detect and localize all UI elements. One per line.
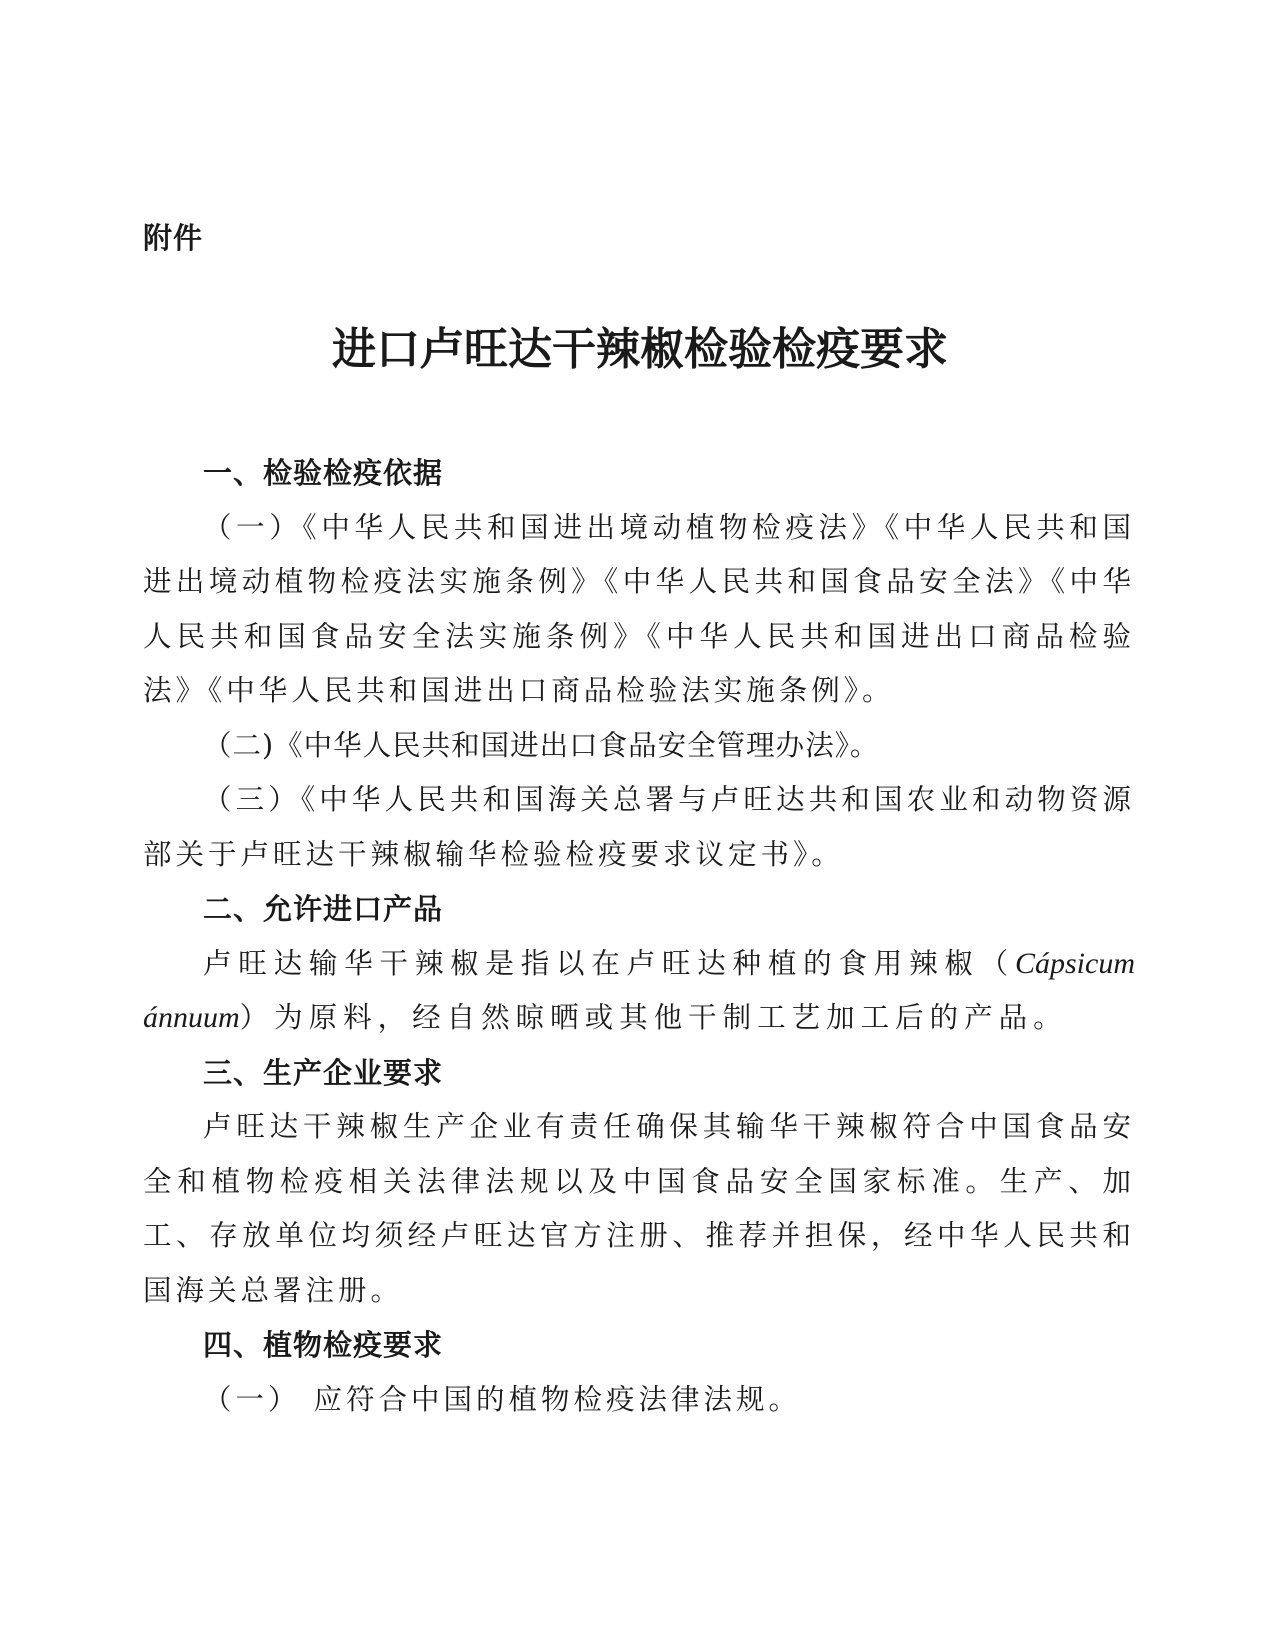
attachment-label: 附件: [143, 221, 204, 255]
products-text-after: ）为原料，经自然晾晒或其他干制工艺加工后的产品。: [239, 1001, 1068, 1034]
section-heading-products: 二、允许进口产品: [203, 892, 444, 926]
paragraph-basis-protocol: （三）《中华人民共和国海关总署与卢旺达共和国农业和动物资源部关于卢旺达干辣椒输华检验检疫要求议定书》。: [143, 783, 1135, 871]
paragraph-basis-regulation: （二)《中华人民共和国进出口食品安全管理办法》。: [203, 728, 880, 762]
products-text-before: 卢旺达输华干辣椒是指以在卢旺达种植的食用辣椒（: [203, 946, 1015, 980]
document-body: [143, 446, 1135, 1427]
paragraph-enterprise: 卢旺达干辣椒生产企业有责任确保其输华干辣椒符合中国食品安全和植物检疫相关法律法规以及中国食品安全国家标准。生产、加工、存放单位均须经卢旺达官方注册、推荐并担保，经中华人民共和国海关总署注册。: [143, 1110, 1135, 1307]
section-heading-enterprise: 三、生产企业要求: [203, 1055, 444, 1090]
section-heading-phytosanitary: 四、植物检疫要求: [203, 1328, 444, 1362]
scientific-name: Cápsicum ánnuum: [143, 946, 1135, 1034]
paragraph-phytosanitary: （一） 应符合中国的植物检疫法律法规。: [203, 1382, 802, 1416]
paragraph-products: [143, 937, 1135, 1046]
document-title: 进口卢旺达干辣椒检验检疫要求: [332, 324, 948, 375]
paragraph-basis-laws: （一）《中华人民共和国进出境动植物检疫法》《中华人民共和国进出境动植物检疫法实施条例》《中华人民共和国食品安全法》《中华人民共和国食品安全法实施条例》《中华人民共和国进出口商品检验法》《中华人民共和国进出口商品检验法实施条例》。: [143, 510, 1135, 707]
section-heading-basis: 一、检验检疫依据: [203, 456, 444, 490]
